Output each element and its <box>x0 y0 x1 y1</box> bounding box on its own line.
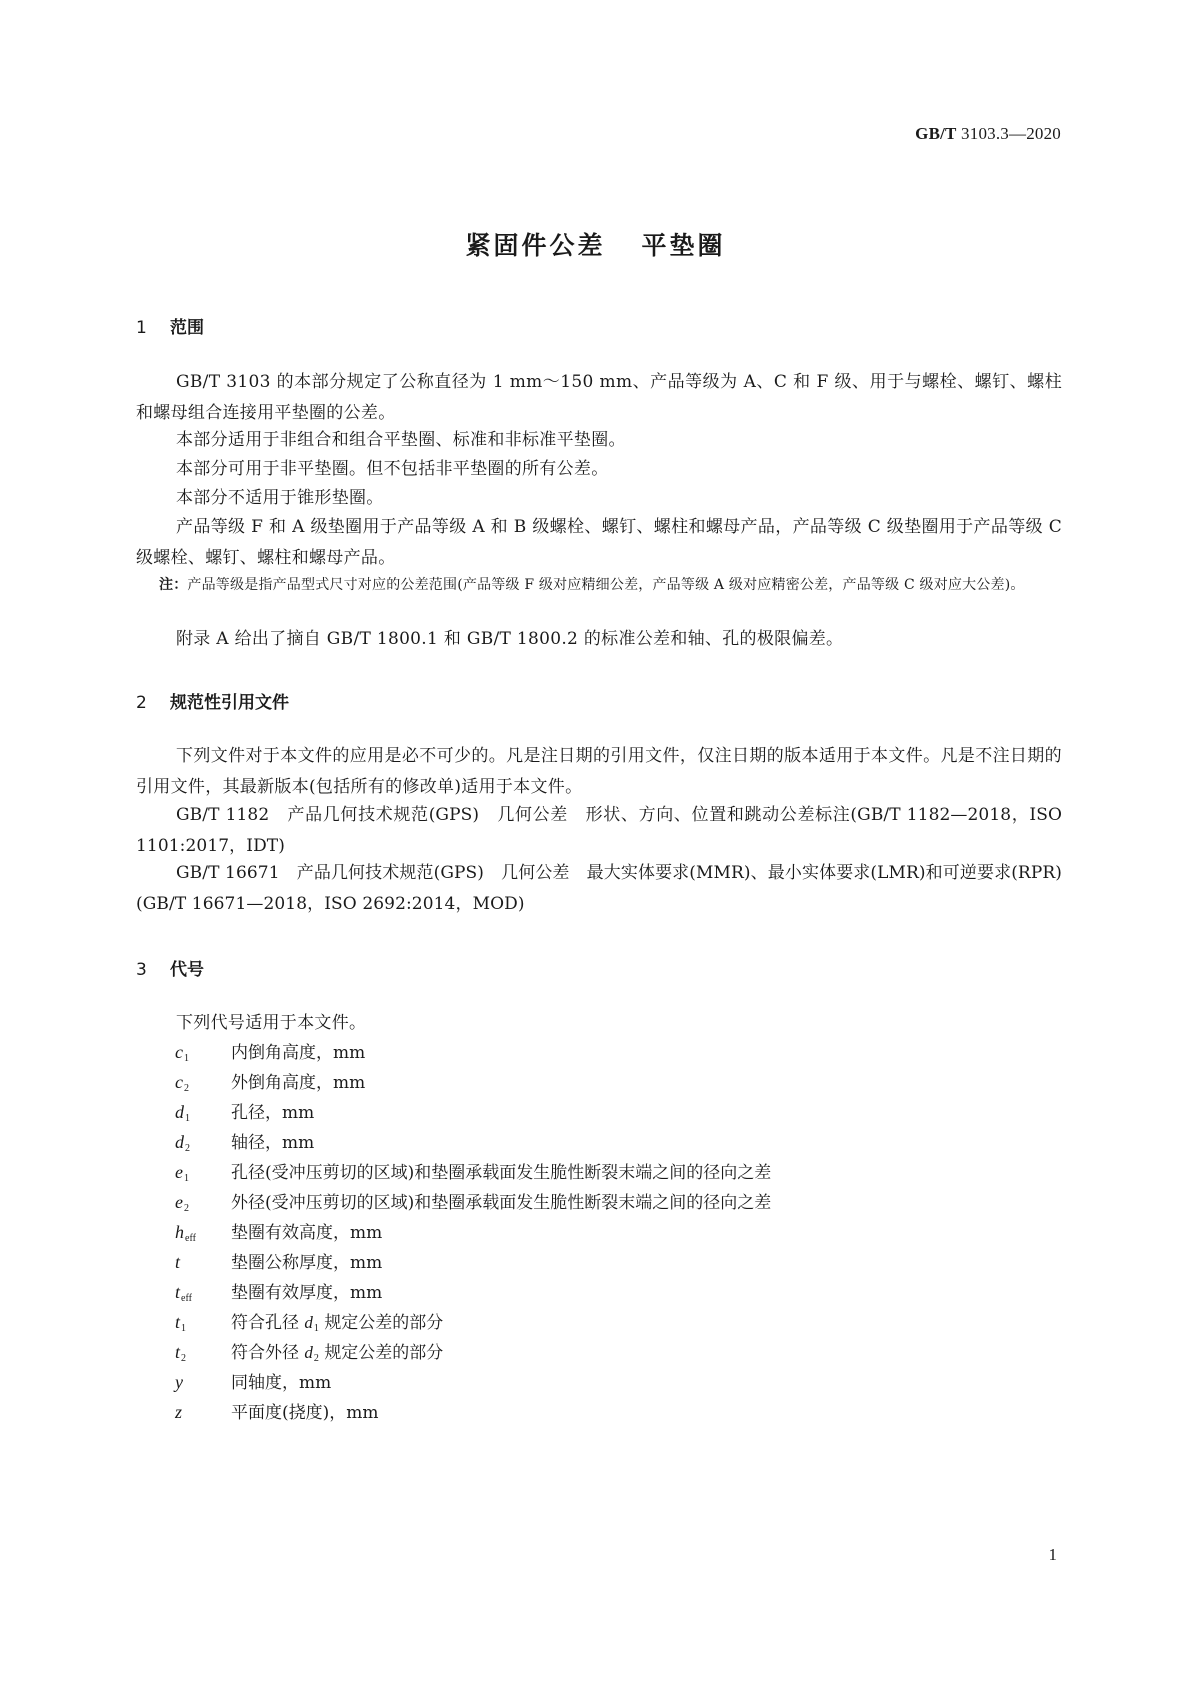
symbol: $c_1$ <box>175 1042 189 1064</box>
symbol-description: 垫圈有效高度，mm <box>231 1223 383 1243</box>
section-3-title: 代号 <box>170 960 204 980</box>
symbol: $c_2$ <box>175 1072 189 1094</box>
section-2-title: 规范性引用文件 <box>170 693 289 713</box>
section-2-number: 2 <box>136 693 147 713</box>
symbol: z <box>175 1402 183 1422</box>
symbol-description: 垫圈有效厚度，mm <box>231 1283 383 1303</box>
document-title <box>0 226 1191 262</box>
symbol: $h_{eff}$ <box>175 1222 196 1244</box>
symbol-description: 垫圈公称厚度，mm <box>231 1253 383 1273</box>
symbol-reference: $d_1$ <box>304 1313 319 1334</box>
reference-gbt-16671: GB/T 16671 产品几何技术规范(GPS) 几何公差 最大实体要求(MMR)、最小实体要求(LMR)和可逆要求(RPR)(GB/T 16671—2018，ISO 2692:2014，MOD) <box>136 863 1062 914</box>
symbol: $t_2$ <box>175 1342 187 1364</box>
section-3-heading <box>136 955 204 980</box>
scope-paragraph-3: 本部分可用于非平垫圈。但不包括非平垫圈的所有公差。 <box>176 459 609 479</box>
note-text: 产品等级是指产品型式尺寸对应的公差范围(产品等级 F 级对应精细公差，产品等级 A 级对应精密公差，产品等级 C 级对应大公差)。 <box>187 577 1025 593</box>
symbol-row <box>175 1247 382 1277</box>
symbol-row <box>175 1367 331 1397</box>
symbol: t <box>175 1252 181 1272</box>
symbol: $d_2$ <box>175 1132 190 1154</box>
symbol-description: 孔径(受冲压剪切的区域)和垫圈承载面发生脆性断裂末端之间的径向之差 <box>231 1163 772 1183</box>
symbol-description: 外倒角高度，mm <box>231 1073 366 1093</box>
symbol: $t_1$ <box>175 1312 187 1334</box>
symbol-description: 平面度(挠度)，mm <box>231 1403 379 1423</box>
symbol-row <box>175 1067 365 1097</box>
scope-note <box>159 572 1062 598</box>
symbol-row <box>175 1157 771 1187</box>
title-main: 紧固件公差 <box>465 231 606 260</box>
symbol: $t_{eff}$ <box>175 1282 192 1304</box>
note-label: 注： <box>159 577 188 593</box>
symbol-row <box>175 1037 365 1067</box>
scope-paragraph-1: GB/T 3103 的本部分规定了公称直径为 1 mm～150 mm、产品等级为 A、C 和 F 级、用于与螺栓、螺钉、螺柱和螺母组合连接用平垫圈的公差。 <box>136 372 1062 423</box>
symbol-row <box>175 1307 443 1337</box>
symbol-description: 内倒角高度，mm <box>231 1043 366 1063</box>
symbol-row <box>175 1217 382 1247</box>
symbol-row <box>175 1187 771 1217</box>
symbol-description: 孔径，mm <box>231 1103 315 1123</box>
scope-paragraph-4: 本部分不适用于锥形垫圈。 <box>176 488 384 508</box>
symbol-reference: $d_2$ <box>304 1343 319 1364</box>
standard-code <box>915 124 1061 144</box>
symbol: $e_2$ <box>175 1192 189 1214</box>
symbols-intro: 下列代号适用于本文件。 <box>176 1013 367 1033</box>
symbol-row <box>175 1277 382 1307</box>
symbol-description: 符合外径 $d_2$ 规定公差的部分 <box>231 1343 444 1364</box>
section-1-title: 范围 <box>170 318 204 338</box>
symbol-description: 符合孔径 $d_1$ 规定公差的部分 <box>231 1313 444 1334</box>
symbol-row <box>175 1097 314 1127</box>
symbol: $d_1$ <box>175 1102 190 1124</box>
symbol-row <box>175 1337 443 1367</box>
symbol-description: 轴径，mm <box>231 1133 315 1153</box>
page-number: 1 <box>1048 1545 1057 1564</box>
symbol: y <box>175 1372 183 1392</box>
reference-gbt-1182: GB/T 1182 产品几何技术规范(GPS) 几何公差 形状、方向、位置和跳动公差标注(GB/T 1182—2018，ISO 1101:2017，IDT) <box>136 805 1062 856</box>
scope-paragraph-5: 产品等级 F 和 A 级垫圈用于产品等级 A 和 B 级螺栓、螺钉、螺柱和螺母产品，产品等级 C 级垫圈用于产品等级 C 级螺栓、螺钉、螺柱和螺母产品。 <box>136 517 1062 568</box>
symbol: $e_1$ <box>175 1162 189 1184</box>
title-sub: 平垫圈 <box>641 231 726 260</box>
symbol-description: 同轴度，mm <box>231 1373 332 1393</box>
section-3-number: 3 <box>136 960 147 980</box>
symbol-row <box>175 1397 379 1427</box>
scope-paragraph-2: 本部分适用于非组合和组合平垫圈、标准和非标准平垫圈。 <box>176 430 626 450</box>
section-1-number: 1 <box>136 318 147 338</box>
standard-prefix: GB/T <box>915 124 957 143</box>
symbol-description: 外径(受冲压剪切的区域)和垫圈承载面发生脆性断裂末端之间的径向之差 <box>231 1193 772 1213</box>
scope-paragraph-6: 附录 A 给出了摘自 GB/T 1800.1 和 GB/T 1800.2 的标准公差和轴、孔的极限偏差。 <box>176 629 844 649</box>
standard-number: 3103.3—2020 <box>961 124 1061 143</box>
symbol-row <box>175 1127 314 1157</box>
references-paragraph: 下列文件对于本文件的应用是必不可少的。凡是注日期的引用文件，仅注日期的版本适用于本文件。凡是不注日期的引用文件，其最新版本(包括所有的修改单)适用于本文件。 <box>136 746 1062 797</box>
section-2-heading <box>136 688 289 713</box>
section-1-heading <box>136 313 204 338</box>
